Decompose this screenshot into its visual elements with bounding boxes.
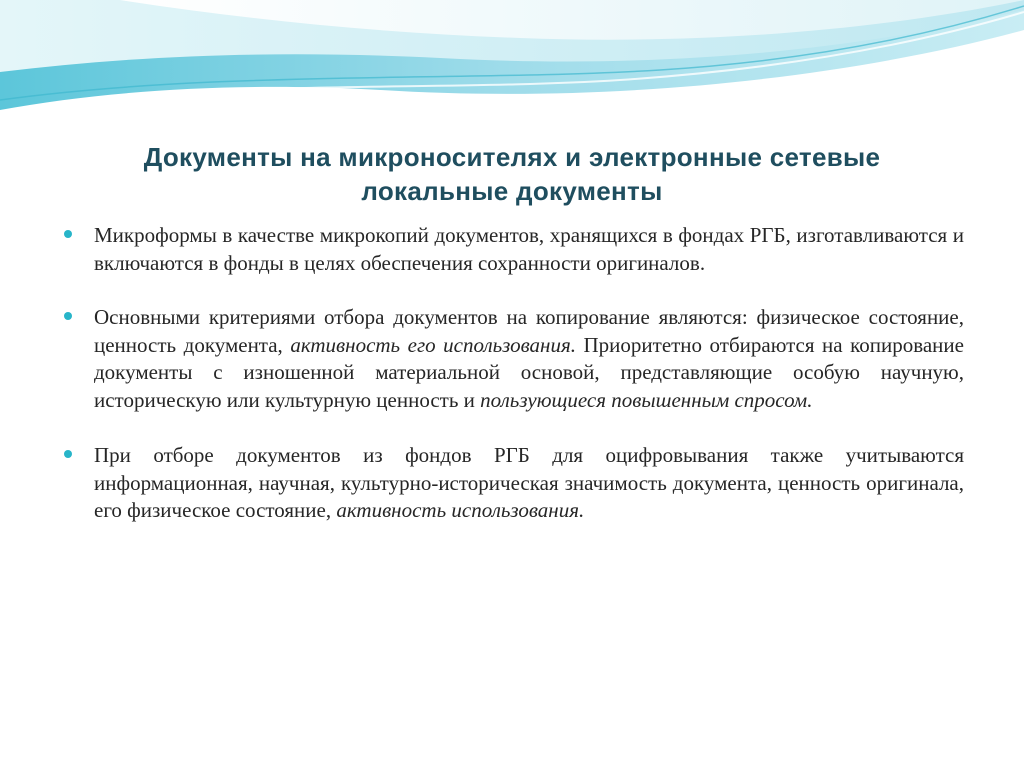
bullet-text: Микроформы в качестве микрокопий документов, хранящихся в фондах РГБ, изготавливаются и включаются в фонды в целях обеспечения сохранности оригиналов. [94,223,964,275]
decorative-wave-header [0,0,1024,130]
bullet-item-microforms [60,222,964,277]
slide-title [40,140,984,208]
slide-title-line-1: Документы на микроносителях и электронные сетевые [143,142,881,172]
bullet-dot-icon [64,312,72,320]
bullet-text: Приоритетно отбираются на копирование документы с изношенной материальной основой, представляющие особую научную, историческую или культурную ценность и [94,332,964,412]
bullet-dot-icon [64,450,72,458]
slide-title-line-2: локальные документы [361,176,663,206]
bullet-text-italic: пользующиеся повышенным спросом. [480,387,813,412]
bullet-dot-icon [64,230,72,238]
bullet-text: При отборе документов из фондов РГБ для оцифровывания также учитываются информационная, научная, культурно-историческая значимость документа, ценность оригинала, его физическое состояние, [94,443,964,522]
bullet-text-italic: активность его использования. [290,332,576,357]
bullet-text: Основными критериями отбора документов на копирование являются: физическое состояние, ценность документа, [94,305,964,357]
bullet-item-digitization [60,442,964,525]
bullet-item-selection-criteria [60,304,964,414]
bullet-list [60,222,964,552]
bullet-text-italic: активность использования. [336,498,585,522]
